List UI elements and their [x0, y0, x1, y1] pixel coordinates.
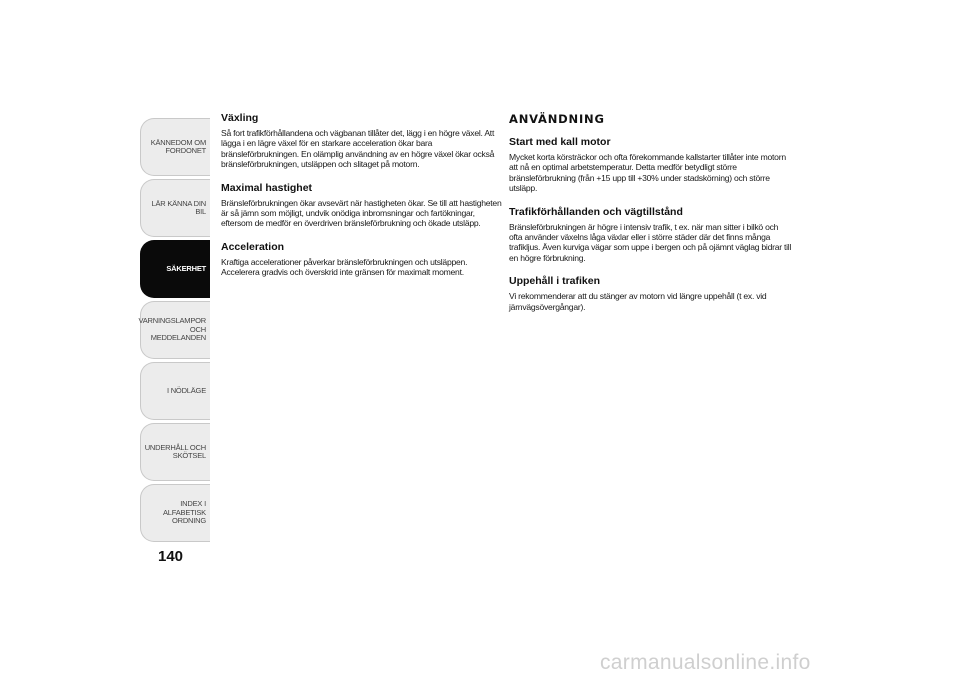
tab-label: INDEX I ALFABETISK ORDNING — [162, 499, 206, 526]
section-text-start-med-kall-motor: Mycket korta körsträckor och ofta förekommande kallstarter tillåter inte motorn att nå en optimal arbetstemperatur. Detta medför betydligt större bränsleförbrukning (från +15 upp till +30% under stadskörning) och större utsläpp. — [509, 152, 786, 194]
section-text-uppehall-i-trafiken: Vi rekommenderar att du stänger av motorn vid längre uppehåll (t ex. vid järnvägsövergångar). — [509, 291, 767, 312]
tab-lar-kanna-din-bil[interactable] — [140, 179, 210, 237]
section-title-anvandning: ANVÄNDNING — [509, 112, 605, 126]
watermark: carmanualsonline.info — [600, 651, 811, 674]
tab-label: KÄNNEDOM OM FORDONET — [150, 137, 206, 155]
section-heading-start-med-kall-motor: Start med kall motor — [509, 136, 611, 148]
tab-index-i-alfabetisk-ordning[interactable] — [140, 484, 210, 542]
tab-i-nodlage[interactable] — [140, 362, 210, 420]
tab-label: UNDERHÅLL OCH SKÖTSEL — [144, 442, 206, 460]
section-heading-vaxling: Växling — [221, 112, 259, 124]
section-text-maximal-hastighet: Bränsleförbrukningen ökar avsevärt när hastigheten ökar. Se till att hastigheten är så jämn som möjligt, undvik onödiga inbromsningar och fartökningar, eftersom de medför en överdriven bränsleförbrukning och ökade utsläpp. — [221, 197, 502, 229]
tab-underhall-och-skotsel[interactable] — [140, 423, 210, 481]
section-text-acceleration: Kraftiga accelerationer påverkar bränsleförbrukningen och utsläppen. Accelerera gradvis och överskrid inte gränsen för maximalt moment. — [221, 256, 468, 278]
section-text-trafikforhallanden: Bränsleförbrukningen är högre i intensiv trafik, t ex. när man sitter i bilkö och ofta använder växelns låga växlar eller i större städer där det finns många trafikljus. Även kurviga vägar som uppe i bergen och på ojämnt väglag bidrar till en högre förbrukning. — [509, 221, 792, 263]
page-number: 140 — [158, 548, 184, 565]
section-text-vaxling: Så fort trafikförhållandena och vägbanan tillåter det, lägg i en högre växel. Att lägga i en lägre växel för en starkare acceleration ökar bara bränsleförbrukningen. En olämplig användning av en högre växel ökar också bränsleförbrukningen, utsläppen och slitaget på motorn. — [221, 128, 495, 170]
section-heading-uppehall-i-trafiken: Uppehåll i trafiken — [509, 275, 601, 288]
section-heading-trafikforhallanden: Trafikförhållanden och vägtillstånd — [509, 205, 683, 218]
left-column — [221, 112, 504, 290]
section-heading-maximal-hastighet: Maximal hastighet — [221, 181, 313, 194]
right-column — [509, 112, 792, 324]
tab-label: I NÖDLÄGE — [166, 385, 206, 395]
tab-label: LÄR KÄNNA DIN BIL — [151, 198, 206, 216]
tab-varningslampor-och-meddelanden[interactable] — [140, 301, 210, 359]
tab-label: SÄKERHET — [166, 263, 206, 273]
tab-kannedom-om-fordonet[interactable] — [140, 118, 210, 176]
tab-sakerhet[interactable] — [140, 240, 210, 298]
tab-label: VARNINGSLAMPOR OCH MEDDELANDEN — [138, 316, 206, 343]
section-heading-acceleration: Acceleration — [221, 240, 285, 253]
